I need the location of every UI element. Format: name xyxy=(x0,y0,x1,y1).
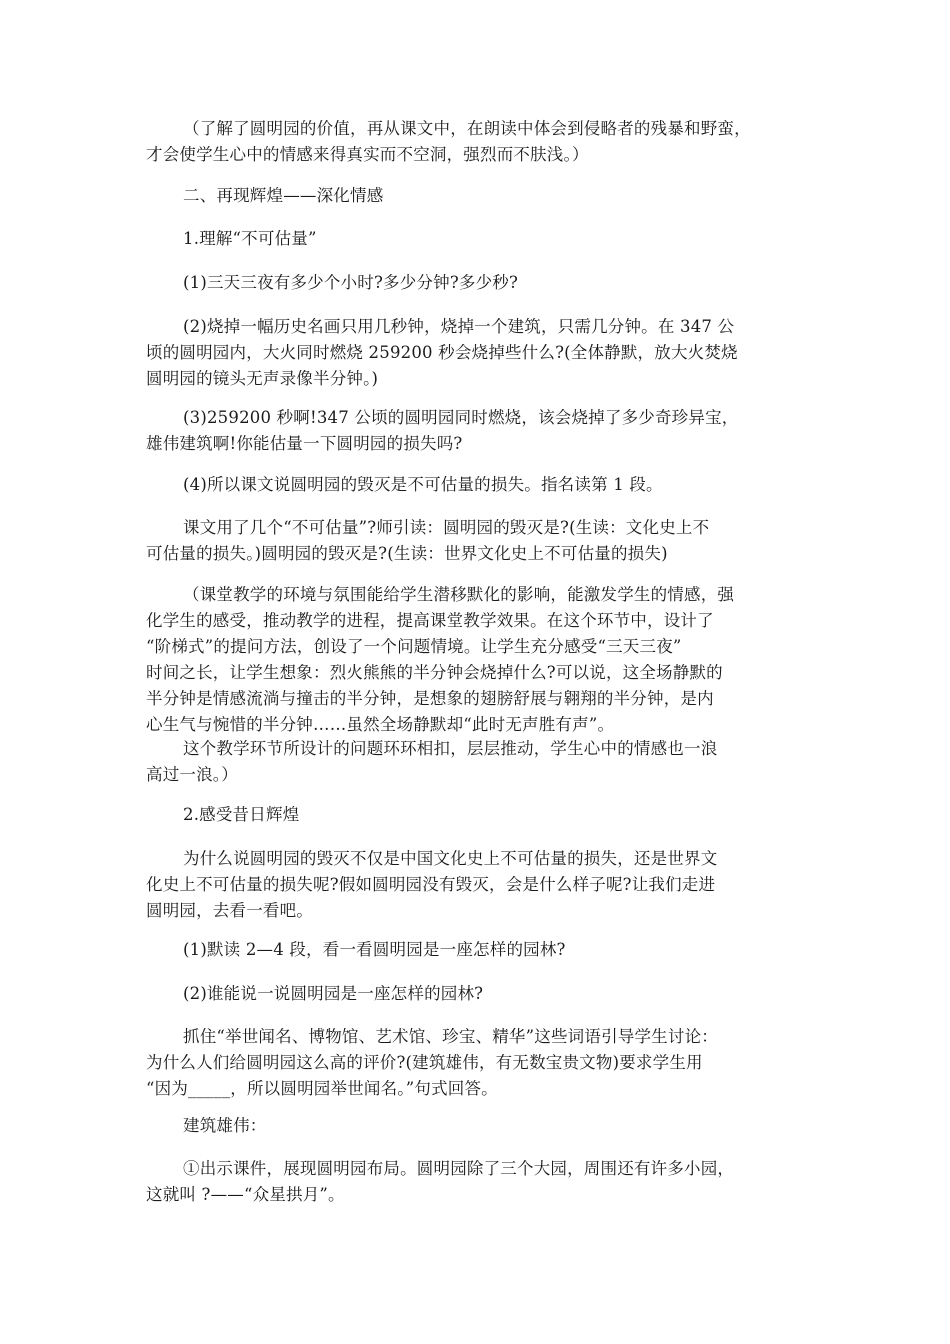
text-line: （了解了圆明园的价值，再从课文中，在朗读中体会到侵略者的残暴和野蛮， xyxy=(183,119,751,138)
paragraph xyxy=(146,314,826,392)
text-line: 圆明园，去看一看吧。 xyxy=(146,901,313,920)
text-line: 才会使学生心中的情感来得真实而不空洞，强烈而不肤浅。） xyxy=(146,145,589,164)
paragraph xyxy=(146,582,826,738)
paragraph xyxy=(146,270,826,296)
subsection-heading xyxy=(146,226,826,252)
text-line: (4)所以课文说圆明园的毁灭是不可估量的损失。指名读第 1 段。 xyxy=(183,475,663,494)
text-line: 为什么说圆明园的毁灭不仅是中国文化史上不可估量的损失，还是世界文 xyxy=(183,849,718,868)
text-line: 心生气与惋惜的半分钟……虽然全场静默却“此时无声胜有声”。 xyxy=(146,715,615,734)
paragraph xyxy=(146,937,826,963)
text-line: 化史上不可估量的损失呢?假如圆明园没有毁灭，会是什么样子呢?让我们走进 xyxy=(146,875,716,894)
paragraph xyxy=(146,116,826,168)
text-line: (1)三天三夜有多少个小时?多少分钟?多少秒? xyxy=(183,273,519,292)
text-line: 这个教学环节所设计的问题环环相扣，层层推动，学生心中的情感也一浪 xyxy=(183,739,718,758)
text-line: 这就叫 ?——“众星拱月”。 xyxy=(146,1185,345,1204)
text-line: 圆明园的镜头无声录像半分钟。) xyxy=(146,369,379,388)
text-line: 1.理解“不可估量” xyxy=(183,229,317,248)
paragraph xyxy=(146,736,826,788)
text-line: (2)谁能说一说圆明园是一座怎样的园林? xyxy=(183,984,484,1003)
paragraph xyxy=(146,405,826,457)
text-line: 为什么人们给圆明园这么高的评价?(建筑雄伟，有无数宝贵文物)要求学生用 xyxy=(146,1053,703,1072)
paragraph xyxy=(146,846,826,924)
paragraph xyxy=(146,1024,826,1102)
paragraph xyxy=(146,515,826,567)
text-line: （课堂教学的环境与氛围能给学生潜移默化的影响，能激发学生的情感，强 xyxy=(183,585,735,604)
text-line: 化学生的感受，推动教学的进程，提高课堂教学效果。在这个环节中，设计了 xyxy=(146,611,714,630)
text-line: 可估量的损失。)圆明园的毁灭是?(生读：世界文化史上不可估量的损失) xyxy=(146,544,668,563)
text-line: “阶梯式”的提问方法，创设了一个问题情境。让学生充分感受“三天三夜” xyxy=(146,637,682,656)
text-line: 雄伟建筑啊!你能估量一下圆明园的损失吗? xyxy=(146,434,463,453)
text-line: 时间之长，让学生想象：烈火熊熊的半分钟会烧掉什么?可以说，这全场静默的 xyxy=(146,663,723,682)
paragraph xyxy=(146,1156,826,1208)
text-line: (2)烧掉一幅历史名画只用几秒钟，烧掉一个建筑，只需几分钟。在 347 公 xyxy=(183,317,735,336)
paragraph xyxy=(146,1113,826,1139)
text-line: 二、再现辉煌——深化情感 xyxy=(183,186,384,205)
text-line: ①出示课件，展现圆明园布局。圆明园除了三个大园，周围还有许多小园， xyxy=(183,1159,735,1178)
text-line: (1)默读 2—4 段，看一看圆明园是一座怎样的园林? xyxy=(183,940,566,959)
text-line: 课文用了几个“不可估量”?师引读：圆明园的毁灭是?(生读：文化史上不 xyxy=(183,518,710,537)
text-line: “因为_____，所以圆明园举世闻名。”句式回答。 xyxy=(146,1079,498,1098)
text-line: (3)259200 秒啊!347 公顷的圆明园同时燃烧，该会烧掉了多少奇珍异宝， xyxy=(183,408,739,427)
text-line: 半分钟是情感流淌与撞击的半分钟，是想象的翅膀舒展与翱翔的半分钟，是内 xyxy=(146,689,714,708)
section-heading xyxy=(146,183,826,209)
text-line: 建筑雄伟： xyxy=(183,1116,267,1135)
text-line: 抓住“举世闻名、博物馆、艺术馆、珍宝、精华”这些词语引导学生讨论： xyxy=(183,1027,718,1046)
subsection-heading xyxy=(146,802,826,828)
paragraph xyxy=(146,472,826,498)
text-line: 高过一浪。） xyxy=(146,765,238,784)
text-line: 2.感受昔日辉煌 xyxy=(183,805,300,824)
paragraph xyxy=(146,981,826,1007)
text-line: 顷的圆明园内，大火同时燃烧 259200 秒会烧掉些什么?(全体静默，放大火焚烧 xyxy=(146,343,738,362)
